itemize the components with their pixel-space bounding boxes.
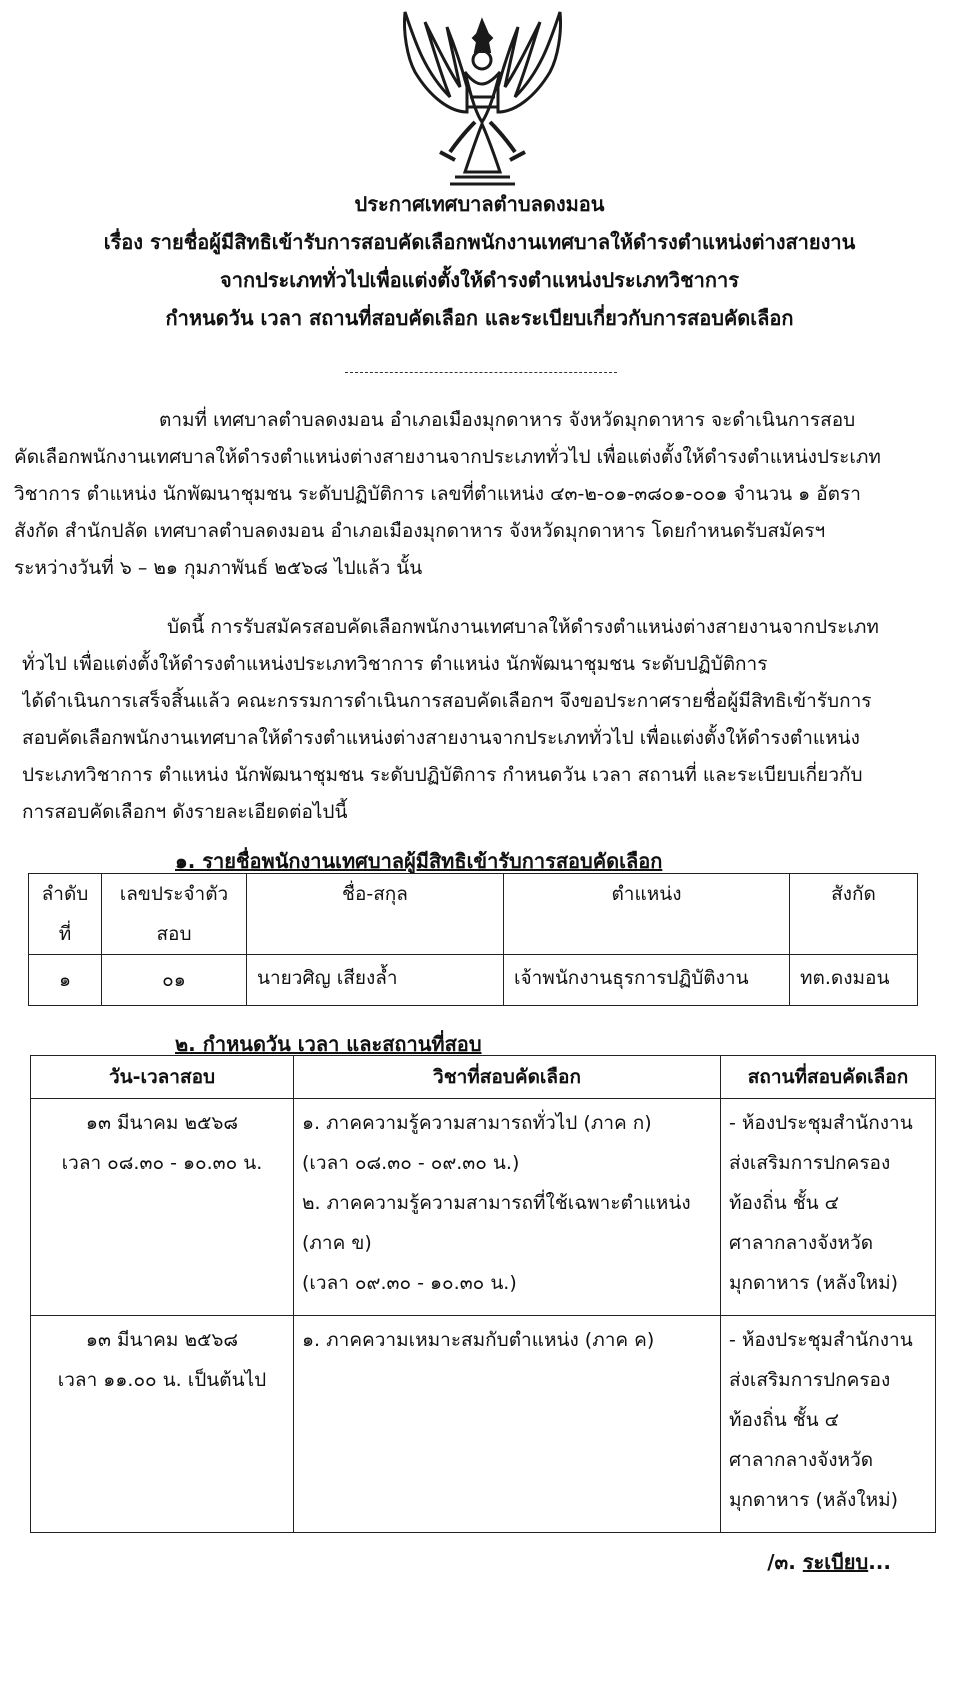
subject-line: (เวลา ๐๙.๓๐ - ๑๐.๓๐ น.)	[302, 1272, 517, 1294]
paragraph-2-line: การสอบคัดเลือกฯ ดังรายละเอียดต่อไปนี้	[22, 801, 348, 823]
garuda-emblem-icon	[395, 2, 570, 192]
table-header-row	[29, 874, 918, 955]
subject-line-1: เรื่อง รายชื่อผู้มีสิทธิเข้ารับการสอบคัดเลือกพนักงานเทศบาลให้ดำรงตำแหน่งต่างสายงาน	[103, 230, 856, 254]
title-divider	[345, 372, 617, 373]
location-line: ท้องถิ่น ชั้น ๔	[729, 1409, 840, 1431]
subject-line: ๒. ภาคความรู้ความสามารถที่ใช้เฉพาะตำแหน่ง	[302, 1192, 691, 1214]
paragraph-2-line: บัดนี้ การรับสมัครสอบคัดเลือกพนักงานเทศบาลให้ดำรงตำแหน่งต่างสายงานจากประเภท	[167, 616, 879, 638]
location-line: - ห้องประชุมสำนักงาน	[729, 1112, 913, 1134]
subject-line: (ภาค ข)	[302, 1232, 372, 1254]
location-line: ส่งเสริมการปกครอง	[729, 1152, 891, 1174]
location-line: มุกดาหาร (หลังใหม่)	[729, 1272, 899, 1294]
datetime-line: เวลา ๑๑.๐๐ น. เป็นต้นไป	[57, 1369, 267, 1391]
exam-schedule-table	[30, 1055, 936, 1533]
header-exam-id-line-2: สอบ	[156, 923, 192, 945]
paragraph-1	[14, 402, 942, 587]
paragraph-1-line: สังกัด สำนักปลัด เทศบาลตำบลดงมอน อำเภอเมืองมุกดาหาร จังหวัดมุกดาหาร โดยกำหนดรับสมัครฯ	[14, 520, 826, 542]
cell-location	[721, 1099, 936, 1316]
cell-position: เจ้าพนักงานธุรการปฏิบัติงาน	[504, 955, 790, 1006]
section-1-heading: ๑. รายชื่อพนักงานเทศบาลผู้มีสิทธิเข้ารับการสอบคัดเลือก	[175, 849, 663, 873]
continuation-note	[767, 1546, 891, 1578]
announcement-title: ประกาศเทศบาลตำบลดงมอน	[354, 192, 605, 216]
paragraph-2-line: ได้ดำเนินการเสร็จสิ้นแล้ว คณะกรรมการดำเนินการสอบคัดเลือกฯ จึงขอประกาศรายชื่อผู้มีสิทธิเข้ารับการ	[22, 690, 872, 712]
header-exam-id	[102, 874, 247, 955]
header-name: ชื่อ-สกุล	[247, 874, 504, 955]
paragraph-1-line: ระหว่างวันที่ ๖ – ๒๑ กุมภาพันธ์ ๒๕๖๘ ไปแล้ว นั้น	[14, 557, 423, 579]
cell-seq: ๑	[29, 955, 102, 1006]
datetime-line: ๑๓ มีนาคม ๒๕๖๘	[85, 1329, 239, 1351]
location-line: ส่งเสริมการปกครอง	[729, 1369, 891, 1391]
cell-datetime	[31, 1316, 294, 1533]
header-seq	[29, 874, 102, 955]
cell-subjects	[294, 1099, 721, 1316]
location-line: ศาลากลางจังหวัด	[729, 1449, 874, 1471]
subject-line-3: กำหนดวัน เวลา สถานที่สอบคัดเลือก และระเบียบเกี่ยวกับการสอบคัดเลือก	[165, 306, 794, 330]
header-exam-id-line-1: เลขประจำตัว	[119, 883, 229, 905]
header-subjects: วิชาที่สอบคัดเลือก	[294, 1056, 721, 1099]
cell-name: นายวศิญ เสียงล้ำ	[247, 955, 504, 1006]
cell-subjects	[294, 1316, 721, 1533]
location-line: ท้องถิ่น ชั้น ๔	[729, 1192, 840, 1214]
continuation-prefix: /๓.	[767, 1550, 803, 1574]
table-row	[29, 955, 918, 1006]
cell-location	[721, 1316, 936, 1533]
paragraph-1-line: ตามที่ เทศบาลตำบลดงมอน อำเภอเมืองมุกดาหาร จังหวัดมุกดาหาร จะดำเนินการสอบ	[159, 409, 856, 431]
header-affiliation: สังกัด	[790, 874, 918, 955]
subject-line: ๑. ภาคความรู้ความสามารถทั่วไป (ภาค ก)	[302, 1112, 652, 1134]
cell-datetime	[31, 1099, 294, 1316]
location-line: ศาลากลางจังหวัด	[729, 1232, 874, 1254]
cell-exam-id: ๐๑	[102, 955, 247, 1006]
location-line: - ห้องประชุมสำนักงาน	[729, 1329, 913, 1351]
continuation-suffix: ...	[868, 1550, 891, 1574]
paragraph-2	[22, 609, 944, 831]
subject-line: ๑. ภาคความเหมาะสมกับตำแหน่ง (ภาค ค)	[302, 1329, 655, 1351]
table-row	[31, 1099, 936, 1316]
subject-line-2: จากประเภททั่วไปเพื่อแต่งตั้งให้ดำรงตำแหน่งประเภทวิชาการ	[220, 268, 739, 292]
header-seq-line-2: ที่	[58, 923, 72, 945]
header-seq-line-1: ลำดับ	[41, 883, 89, 905]
paragraph-2-line: ประเภทวิชาการ ตำแหน่ง นักพัฒนาชุมชน ระดับปฏิบัติการ กำหนดวัน เวลา สถานที่ และระเบียบเกี่ยวกับ	[22, 764, 863, 786]
section-2-heading: ๒. กำหนดวัน เวลา และสถานที่สอบ	[175, 1032, 482, 1056]
header-location: สถานที่สอบคัดเลือก	[721, 1056, 936, 1099]
subject-line: (เวลา ๐๘.๓๐ - ๐๙.๓๐ น.)	[302, 1152, 520, 1174]
table-row	[31, 1316, 936, 1533]
location-line: มุกดาหาร (หลังใหม่)	[729, 1489, 899, 1511]
table-header-row	[31, 1056, 936, 1099]
eligible-candidates-table	[28, 873, 918, 1006]
continuation-underlined: ระเบียบ	[802, 1550, 869, 1574]
header-datetime: วัน-เวลาสอบ	[31, 1056, 294, 1099]
paragraph-1-line: วิชาการ ตำแหน่ง นักพัฒนาชุมชน ระดับปฏิบัติการ เลขที่ตำแหน่ง ๔๓-๒-๐๑-๓๘๐๑-๐๐๑ จำนวน ๑ อัตรา	[14, 483, 861, 505]
datetime-line: เวลา ๐๘.๓๐ - ๑๐.๓๐ น.	[61, 1152, 263, 1174]
paragraph-2-line: สอบคัดเลือกพนักงานเทศบาลให้ดำรงตำแหน่งต่างสายงานจากประเภททั่วไป เพื่อแต่งตั้งให้ดำรงตำแหน่ง	[22, 727, 860, 749]
paragraph-1-line: คัดเลือกพนักงานเทศบาลให้ดำรงตำแหน่งต่างสายงานจากประเภททั่วไป เพื่อแต่งตั้งให้ดำรงตำแหน่งประเภท	[14, 446, 881, 468]
cell-affiliation: ทต.ดงมอน	[790, 955, 918, 1006]
datetime-line: ๑๓ มีนาคม ๒๕๖๘	[85, 1112, 239, 1134]
paragraph-2-line: ทั่วไป เพื่อแต่งตั้งให้ดำรงตำแหน่งประเภทวิชาการ ตำแหน่ง นักพัฒนาชุมชน ระดับปฏิบัติการ	[22, 653, 768, 675]
header-position: ตำแหน่ง	[504, 874, 790, 955]
